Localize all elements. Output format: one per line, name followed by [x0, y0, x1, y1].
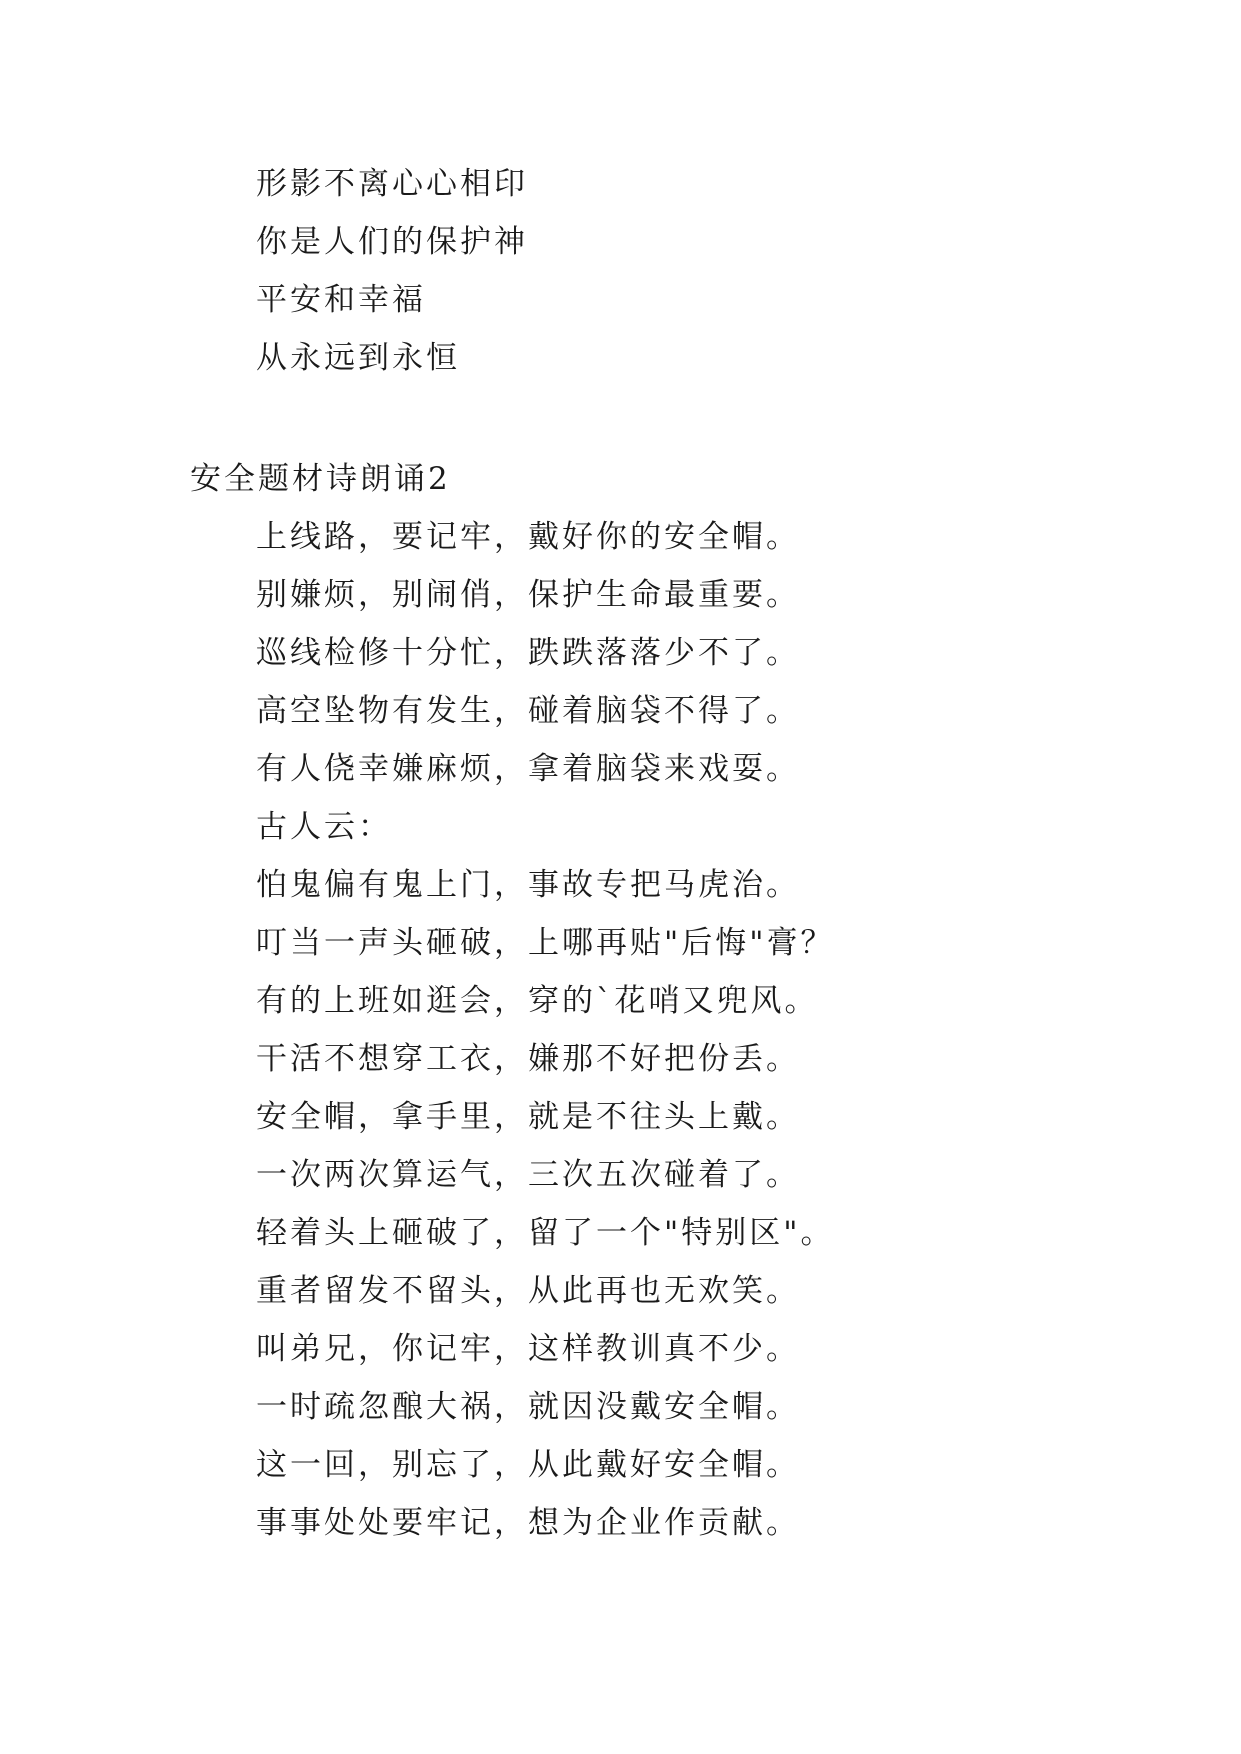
poem-line: 有人侥幸嫌麻烦，拿着脑袋来戏耍。 [256, 751, 800, 787]
poem-line: 古人云： [256, 809, 392, 845]
poem-line: 别嫌烦，别闹俏，保护生命最重要。 [256, 577, 800, 613]
poem-line: 叫弟兄，你记牢，这样教训真不少。 [256, 1331, 800, 1367]
poem-line: 叮当一声头砸破，上哪再贴"后悔"膏？ [256, 925, 835, 961]
poem-line: 有的上班如逛会，穿的`花哨又兜风。 [256, 983, 819, 1019]
intro-stanza [256, 155, 1156, 387]
poem-line: 这一回，别忘了，从此戴好安全帽。 [256, 1447, 800, 1483]
main-poem [256, 508, 1156, 1552]
poem-line: 轻着头上砸破了，留了一个"特别区"。 [256, 1215, 835, 1251]
poem-line: 上线路，要记牢，戴好你的安全帽。 [256, 519, 800, 555]
section-title: 安全题材诗朗诵2 [190, 461, 451, 497]
poem-line: 一时疏忽酿大祸，就因没戴安全帽。 [256, 1389, 800, 1425]
poem-line: 巡线检修十分忙，跌跌落落少不了。 [256, 635, 800, 671]
poem-line: 你是人们的保护神 [256, 224, 528, 260]
poem-line: 平安和幸福 [256, 282, 426, 318]
poem-line: 安全帽，拿手里，就是不往头上戴。 [256, 1099, 800, 1135]
poem-line: 高空坠物有发生，碰着脑袋不得了。 [256, 693, 800, 729]
poem-line: 一次两次算运气，三次五次碰着了。 [256, 1157, 800, 1193]
poem-line: 从永远到永恒 [256, 340, 460, 376]
poem-line: 干活不想穿工衣，嫌那不好把份丢。 [256, 1041, 800, 1077]
poem-line: 形影不离心心相印 [256, 166, 528, 202]
poem-line: 事事处处要牢记，想为企业作贡献。 [256, 1505, 800, 1541]
poem-line: 怕鬼偏有鬼上门，事故专把马虎治。 [256, 867, 800, 903]
poem-line: 重者留发不留头，从此再也无欢笑。 [256, 1273, 800, 1309]
